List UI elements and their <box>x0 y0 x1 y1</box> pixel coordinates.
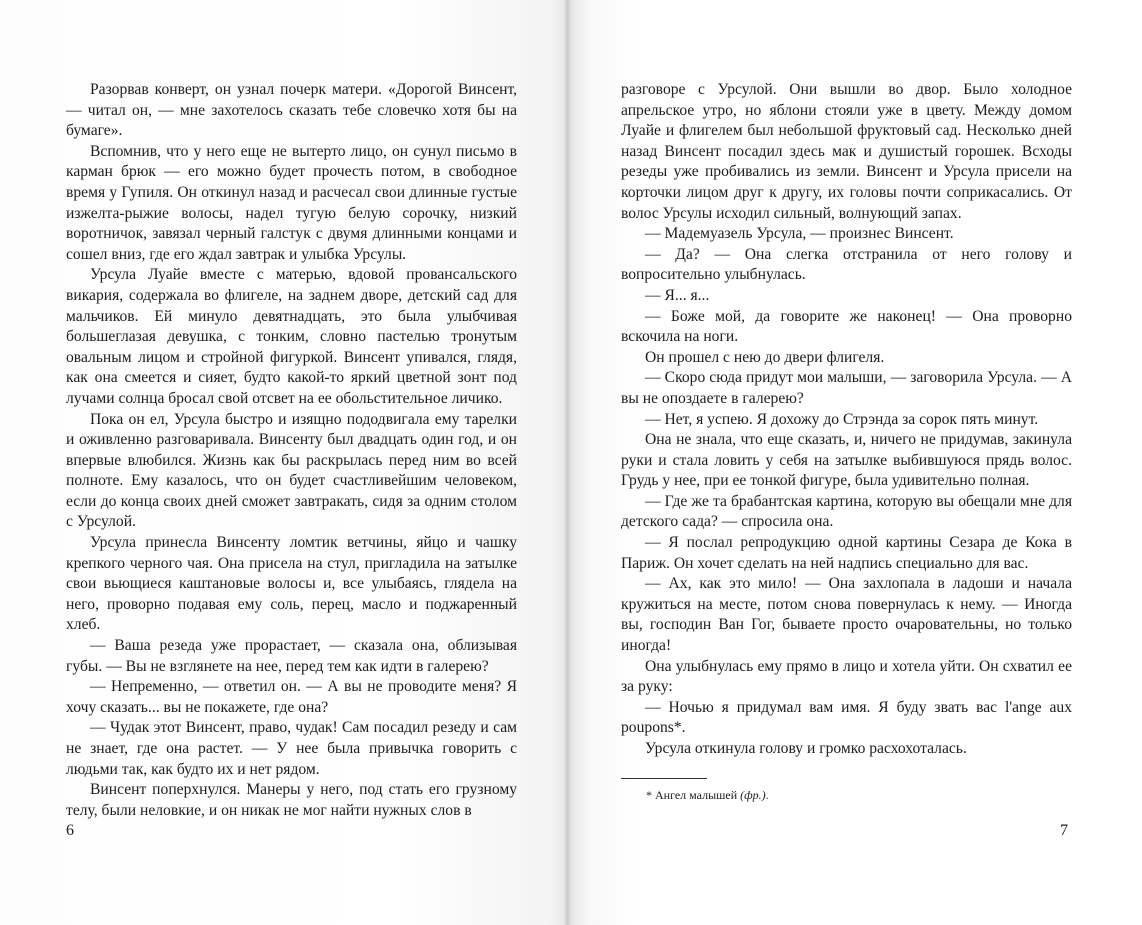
paragraph: Урсула Луайе вместе с матерью, вдовой провансальского викария, содержала во флигеле, на заднем дворе, детский сад для мальчиков. Ей минуло девятнадцать, это была улыбчивая большеглазая девушка, с тонким, словно пастелью тронутым овальным лицом и стройной фигуркой. Винсент упивался, глядя, как она смеется и сияет, будто какой-то яркий цветной зонт под лучами солнца бросал свой отсвет на ее обольстительное личико. <box>66 266 517 407</box>
paragraph: — Где же та брабантская картина, которую вы обещали мне для детского сада? — спросила она. <box>621 492 1072 531</box>
paragraph: Разорвав конверт, он узнал почерк матери. «Дорогой Винсент, — читал он, — мне захотелось сказать тебе словечко хотя бы на бумаге». <box>66 81 517 140</box>
continued-paragraph: разговоре с Урсулой. Они вышли во двор. Было холодное апрельское утро, но яблони стояли уже в цвету. Между домом Луайе и флигелем был небольшой фруктовый сад. Несколько дней назад Винсент посадил здесь мак и душистый горошек. Всходы резеды уже пробивались из земли. Винсент и Урсула присели на корточки лицом друг к другу, их головы почти соприкасались. От волос Урсулы исходил сильный, волнующий запах. <box>621 81 1072 222</box>
paragraph: Пока он ел, Урсула быстро и изящно пододвигала ему тарелки и оживленно разговаривала. Винсенту был двадцать один год, и он впервые влюбился. Жизнь как бы раскрылась перед ним во всей полноте. Ему казалось, что он будет счастливейшим человеком, если до конца своих дней сможет завтракать, сидя за одним столом с Урсулой. <box>66 410 517 531</box>
paragraph: Он прошел с нею до двери флигеля. <box>645 348 885 366</box>
left-page-text <box>66 80 517 821</box>
paragraph: Вспомнив, что у него еще не вытерто лицо, он сунул письмо в карман брюк — его можно будет прочесть потом, в свободное время у Гупиля. Он откинул назад и расчесал свои длинные густые изжелта-рыжие волосы, надел тугую белую сорочку, низкий воротничок, завязал черный галстук с двумя длинными концами и сошел вниз, где его ждал завтрак и улыбка Урсулы. <box>66 142 517 263</box>
paragraph: — Скоро сюда придут мои малыши, — заговорила Урсула. — А вы не опоздаете в галерею? <box>621 369 1072 407</box>
paragraph: — Ваша резеда уже прорастает, — сказала она, облизывая губы. — Вы не взглянете на нее, перед тем как идти в галерею? <box>66 637 517 675</box>
book-gutter <box>564 0 570 925</box>
paragraph: — Я послал репродукцию одной картины Сезара де Кока в Париж. Он хочет сделать на ней надпись специально для вас. <box>621 534 1072 572</box>
footnote-text: * Ангел малышей <box>646 788 738 802</box>
paragraph: — Непременно, — ответил он. — А вы не проводите меня? Я хочу сказать... вы не покажете, где она? <box>66 678 517 716</box>
paragraph: — Боже мой, да говорите же наконец! — Она проворно вскочила на ноги. <box>621 307 1072 346</box>
page-number-right: 7 <box>1060 822 1068 839</box>
paragraph: Она улыбнулась ему прямо в лицо и хотела уйти. Он схватил ее за руку: <box>621 657 1072 696</box>
footnote <box>646 788 769 803</box>
footnote-rule <box>621 778 707 779</box>
right-page-text <box>621 80 1072 760</box>
page-number-left: 6 <box>66 822 74 839</box>
paragraph: — Я... я... <box>645 286 710 304</box>
paragraph: Винсент поперхнулся. Манеры у него, под стать его грузному телу, были неловкие, и он никак не мог найти нужных слов в <box>66 781 517 819</box>
paragraph: — Мадемуазель Урсула, — произнес Винсент. <box>645 225 954 243</box>
paragraph: — Ночью я придумал вам имя. Я буду звать вас l'ange aux poupons*. <box>621 698 1072 737</box>
footnote-end: . <box>765 788 769 802</box>
paragraph: Она не знала, что еще сказать, и, ничего не придумав, закинула руки и стала ловить у себя на затылке выбившуюся прядь волос. Грудь у нее, при ее тонкой фигуре, была удивительно полная. <box>621 431 1072 490</box>
footnote-language: (фр.) <box>740 788 766 802</box>
paragraph: Урсула принесла Винсенту ломтик ветчины, яйцо и чашку крепкого черного чая. Она присела на стул, пригладила на затылке свои вьющиеся каштановые волосы и, все улыбаясь, глядела на него, проворно подавая ему соль, перец, масло и поджаренный хлеб. <box>66 534 517 634</box>
paragraph: — Да? — Она слегка отстранила от него голову и вопросительно улыбнулась. <box>621 245 1072 284</box>
paragraph: — Ах, как это мило! — Она захлопала в ладоши и начала кружиться на месте, потом снова повернулась к нему. — Иногда вы, господин Ван Гог, бываете просто очаровательны, но только иногда! <box>621 575 1072 655</box>
paragraph: Урсула откинула голову и громко расхохоталась. <box>645 740 967 757</box>
paragraph: — Чудак этот Винсент, право, чудак! Сам посадил резеду и сам не знает, где она растет. — У нее была привычка говорить с людьми так, как будто их и нет рядом. <box>66 719 517 778</box>
paragraph: — Нет, я успею. Я дохожу до Стрэнда за сорок пять минут. <box>645 410 1039 428</box>
